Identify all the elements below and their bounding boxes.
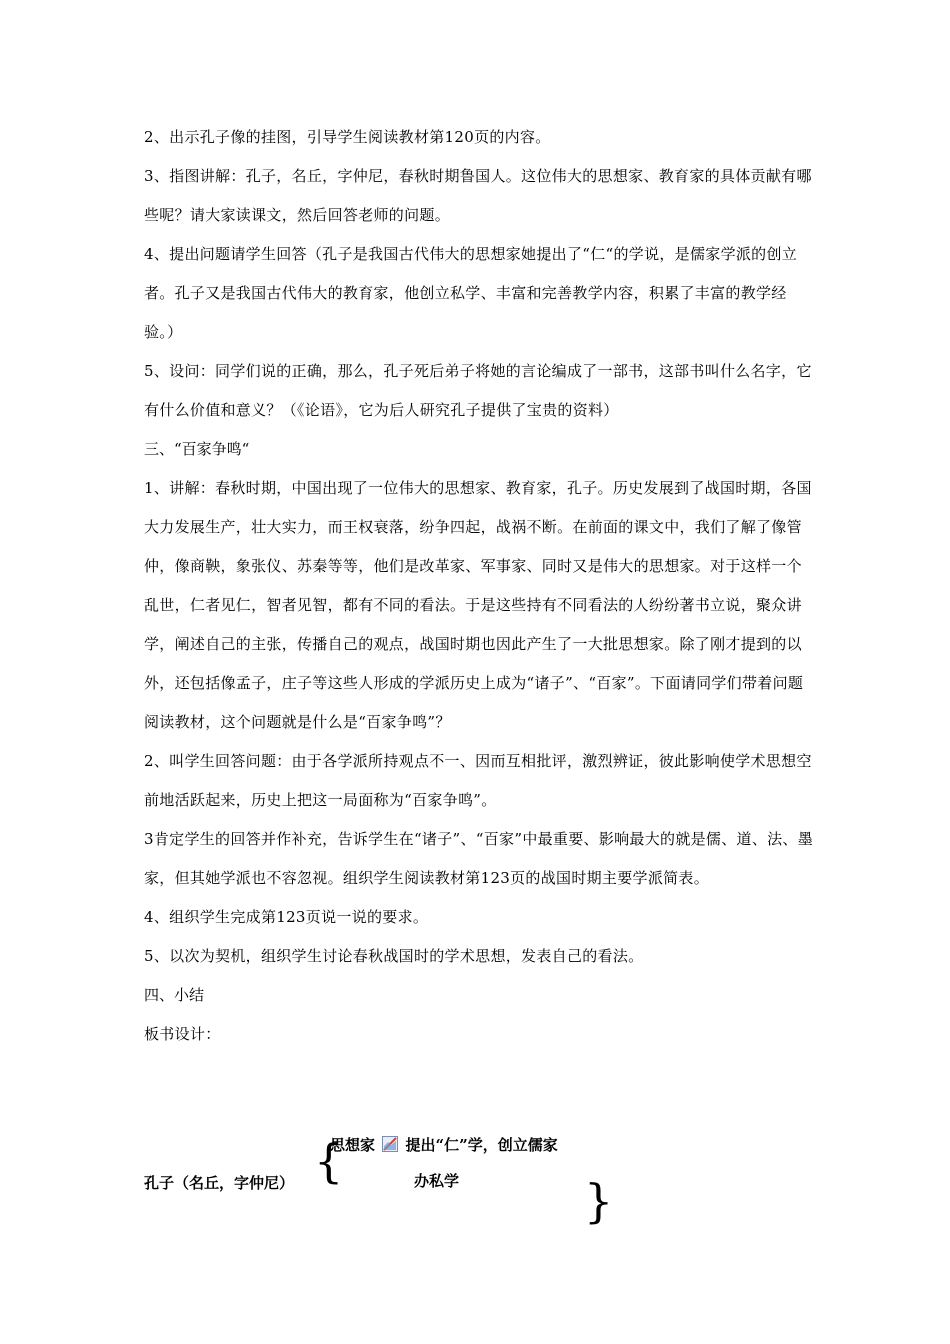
board-confucius: 孔子（名丘，字仲尼） xyxy=(144,1174,295,1192)
section-heading: 四、小结 xyxy=(144,986,205,1004)
board-school: 办私学 xyxy=(414,1172,460,1190)
paragraph: 4、组织学生完成第123页说一说的要求。 xyxy=(144,908,429,926)
right-brace: } xyxy=(584,1174,614,1228)
board-design xyxy=(144,1128,814,1268)
paragraph: 4、提出问题请学生回答（孔子是我国古代伟大的思想家她提出了“仁“的学说，是儒家学派的创立者。孔子又是我国古代伟大的教育家，他创立私学、丰富和完善教学内容，积累了丰富的教学经验。） xyxy=(144,245,798,341)
left-brace: { xyxy=(314,1134,344,1188)
paragraph: 2、叫学生回答问题：由于各学派所持观点不一、因而互相批评，激烈辨证，彼此影响使学术思想空前地活跃起来，历史上把这一局面称为“百家争鸣”。 xyxy=(144,752,812,809)
section-heading: 三、“百家争鸣“ xyxy=(144,440,250,458)
broken-image-icon xyxy=(382,1136,398,1152)
paragraph: 板书设计： xyxy=(144,1025,221,1043)
board-ren: 提出“仁”学，创立儒家 xyxy=(405,1136,558,1154)
document-body xyxy=(144,118,814,1054)
paragraph: 2、出示孔子像的挂图，引导学生阅读教材第120页的内容。 xyxy=(144,128,551,146)
paragraph: 5、以次为契机，组织学生讨论春秋战国时的学术思想，发表自己的看法。 xyxy=(144,947,644,965)
paragraph: 1、讲解：春秋时期，中国出现了一位伟大的思想家、教育家，孔子。历史发展到了战国时期，各国大力发展生产，壮大实力，而王权衰落，纷争四起，战祸不断。在前面的课文中，我们了解了像管仲，像商鞅，象张仪、苏秦等等，他们是改革家、军事家、同时又是伟大的思想家。对于这样一个乱世，仁者见仁，智者见智，都有不同的看法。于是这些持有不同看法的人纷纷著书立说，聚众讲学，阐述自己的主张，传播自己的观点，战国时期也因此产生了一大批思想家。除了刚才提到的以外，还包括像孟子，庄子等这些人形成的学派历史上成为“诸子”、“百家”。下面请同学们带着问题阅读教材，这个问题就是什么是“百家争鸣”？ xyxy=(144,479,812,731)
paragraph: 5、设问：同学们说的正确，那么，孔子死后弟子将她的言论编成了一部书，这部书叫什么名字，它有什么价值和意义？（《论语》，它为后人研究孔子提供了宝贵的资料） xyxy=(144,362,812,419)
paragraph: 3、指图讲解：孔子，名丘，字仲尼，春秋时期鲁国人。这位伟大的思想家、教育家的具体贡献有哪些呢？请大家读课文，然后回答老师的问题。 xyxy=(144,167,812,224)
board-thinker-row xyxy=(330,1134,558,1155)
paragraph: 3肯定学生的回答并作补充，告诉学生在“诸子”、“百家”中最重要、影响最大的就是儒、道、法、墨家，但其她学派也不容忽视。组织学生阅读教材第123页的战国时期主要学派简表。 xyxy=(144,830,814,887)
board-thinker: 思想家 xyxy=(330,1136,376,1154)
